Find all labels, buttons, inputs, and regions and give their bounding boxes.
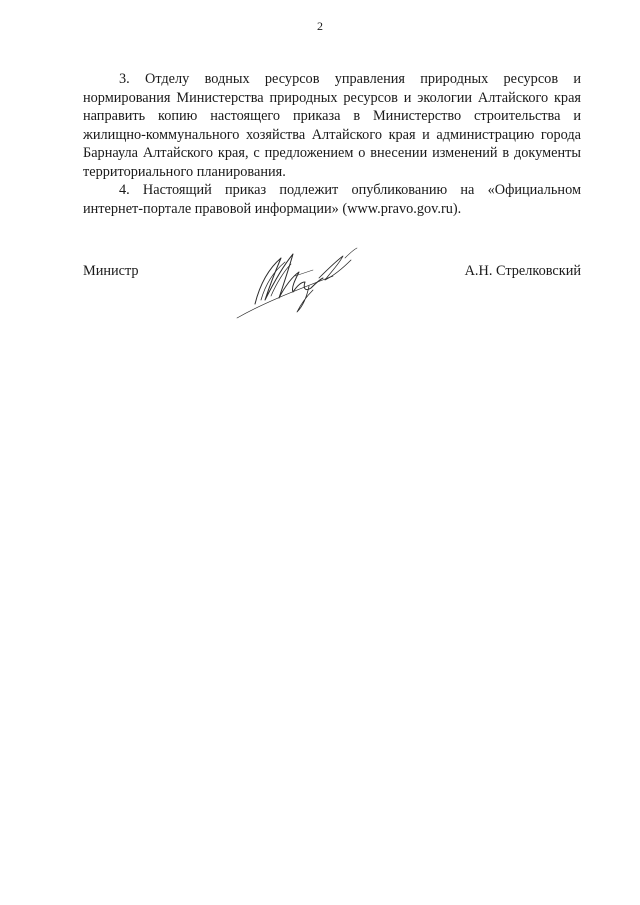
page-number: 2 [317, 19, 323, 33]
document-body [83, 70, 581, 218]
signer-name: А.Н. Стрелковский [464, 263, 581, 279]
paragraph-item-4: 4. Настоящий приказ подлежит опубликованию на «Официальном интернет-портале правовой информации» (www.pravo.gov.ru). [83, 182, 581, 217]
handwritten-signature-icon [235, 246, 363, 320]
paragraph-item-3: 3. Отделу водных ресурсов управления природных ресурсов и нормирования Министерства природных ресурсов и экологии Алтайского края направить копию настоящего приказа в Министерство строительства и жилищно-коммунального хозяйства Алтайского края и администрацию города Барнаула Алтайского края, с предложением о внесении изменений в документы территориального планирования. [83, 71, 581, 180]
signer-position: Министр [83, 263, 139, 279]
signature-block [83, 262, 581, 322]
